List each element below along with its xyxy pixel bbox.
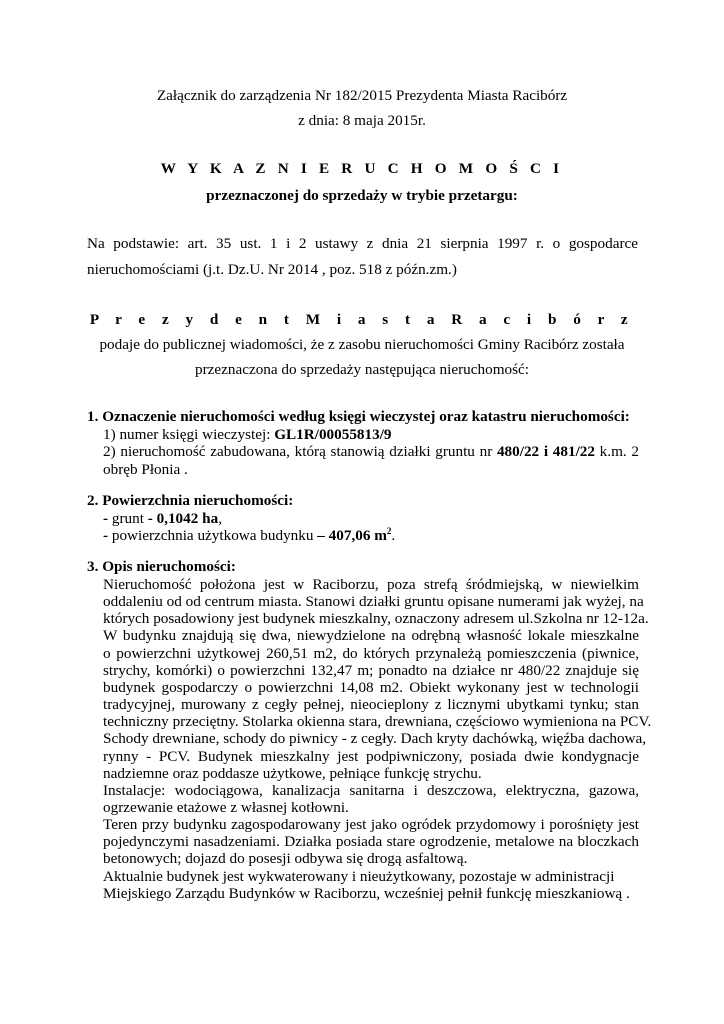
description-line: W budynku znajdują się dwa, niewydzielone na odrębną własność lokale mieszkalne — [103, 627, 639, 645]
description-line: Schody drewniane, schody do piwnicy - z cegły. Dach kryty dachówką, więźba dachowa, — [103, 730, 647, 748]
usable-area-label: powierzchnia użytkowa budynku — [111, 527, 318, 544]
president-title: P r e z y d e n t M i a s t a R a c i b ó r z — [89, 311, 635, 328]
description-line: techniczny przeciętny. Stolarka okienna stara, drewniana, częściowo wymieniona na PCV. — [103, 713, 652, 731]
land-area — [103, 510, 222, 528]
land-register-label: 1) numer księgi wieczystej: — [103, 426, 275, 443]
announcement-line-1: podaje do publicznej wiadomości, że z zasobu nieruchomości Gminy Racibórz została — [99, 336, 625, 353]
usable-area — [103, 527, 395, 545]
description-line: Instalacje: wodociągowa, kanalizacja sanitarna i deszczowa, elektryczna, gazowa, — [103, 781, 639, 799]
description-line: nadziemne oraz poddasze użytkowe, pełniące funkcję strychu. — [103, 764, 482, 782]
parcel-map-sheet: k.m. 2 — [594, 443, 639, 460]
parcel-description-line-2: obręb Płonia . — [103, 461, 188, 478]
description-line: betonowych; dojazd do posesji odbywa się drogą asfaltową. — [103, 850, 468, 868]
land-register-number — [103, 426, 392, 444]
land-area-dash: - — [103, 510, 112, 527]
document-subtitle: przeznaczonej do sprzedaży w trybie przetargu: — [206, 187, 518, 204]
description-line: Miejskiego Zarządu Budynków w Raciborzu, wcześniej pełnił funkcję mieszkaniową . — [103, 884, 630, 902]
section-1-heading: 1. Oznaczenie nieruchomości według księgi wieczystej oraz katastru nieruchomości: — [87, 408, 630, 425]
section-3-heading: 3. Opis nieruchomości: — [87, 558, 236, 575]
description-line: o powierzchni użytkowej 260,51 m2, do których przynależą pomieszczenia (piwnice, — [103, 644, 639, 662]
land-area-label: grunt — [111, 510, 148, 527]
usable-area-value: – 407,06 m — [317, 527, 387, 544]
legal-basis-line-2: nieruchomościami (j.t. Dz.U. Nr 2014 , poz. 518 z późn.zm.) — [87, 261, 457, 278]
description-line: oddaleniu od od centrum miasta. Stanowi działki gruntu opisane numerami jak wyżej, na — [103, 593, 644, 611]
land-area-value: - 0,1042 ha — [147, 510, 219, 527]
usable-area-end: . — [391, 527, 396, 544]
announcement-line-2: przeznaczona do sprzedaży następująca nieruchomość: — [195, 361, 529, 378]
description-line: Nieruchomość położona jest w Raciborzu, poza strefą śródmiejską, w niewielkim — [103, 576, 639, 593]
section-2-heading: 2. Powierzchnia nieruchomości: — [87, 492, 294, 509]
description-line: tradycyjnej, murowany z cegły pełnej, nieocieplony z licznymi ubytkami tynku; stan — [103, 696, 639, 714]
land-register-value: GL1R/00055813/9 — [274, 426, 392, 443]
parcel-and: i — [539, 443, 553, 460]
land-area-end: , — [218, 510, 222, 527]
description-line: strychy, komórki) o powierzchni 132,47 m; ponadto na działce nr 480/22 znajduje się — [103, 661, 639, 679]
usable-area-unit-exponent: 2 — [386, 525, 392, 536]
description-line: ogrzewanie etażowe z własnej kotłowni. — [103, 798, 349, 816]
attachment-header: Załącznik do zarządzenia Nr 182/2015 Prezydenta Miasta Racibórz — [156, 87, 568, 104]
parcel-description-text: 2) nieruchomość zabudowana, którą stanowią działki gruntu nr — [103, 443, 497, 460]
parcel-description-line-1 — [103, 443, 639, 461]
usable-area-dash: - — [103, 527, 112, 544]
parcel-number-1: 480/22 — [496, 443, 540, 460]
description-line: których posadowiony jest budynek mieszkalny, oznaczony adresem ul.Szkolna nr 12-12a. — [103, 610, 649, 628]
parcel-number-2: 481/22 — [552, 443, 595, 460]
description-line: pojedynczymi nasadzeniami. Działka posiada stare ogrodzenie, metalowe na bloczkach — [103, 833, 639, 851]
description-line: budynek gospodarczy o powierzchni 14,08 m2. Obiekt wykonany jest w technologii — [103, 678, 639, 696]
attachment-date: z dnia: 8 maja 2015r. — [298, 112, 426, 129]
description-line: Aktualnie budynek jest wykwaterowany i nieużytkowany, pozostaje w administracji — [103, 867, 615, 885]
description-line: rynny - PCV. Budynek mieszkalny jest podpiwniczony, posiada dwie kondygnacje — [103, 747, 639, 765]
description-line: Teren przy budynku zagospodarowany jest jako ogródek przydomowy i porośnięty jest — [103, 816, 639, 834]
legal-basis-line-1: Na podstawie: art. 35 ust. 1 i 2 ustawy z dnia 21 sierpnia 1997 r. o gospodarce — [87, 235, 638, 252]
document-title: W Y K A Z N I E R U C H O M O Ś C I — [160, 160, 564, 177]
